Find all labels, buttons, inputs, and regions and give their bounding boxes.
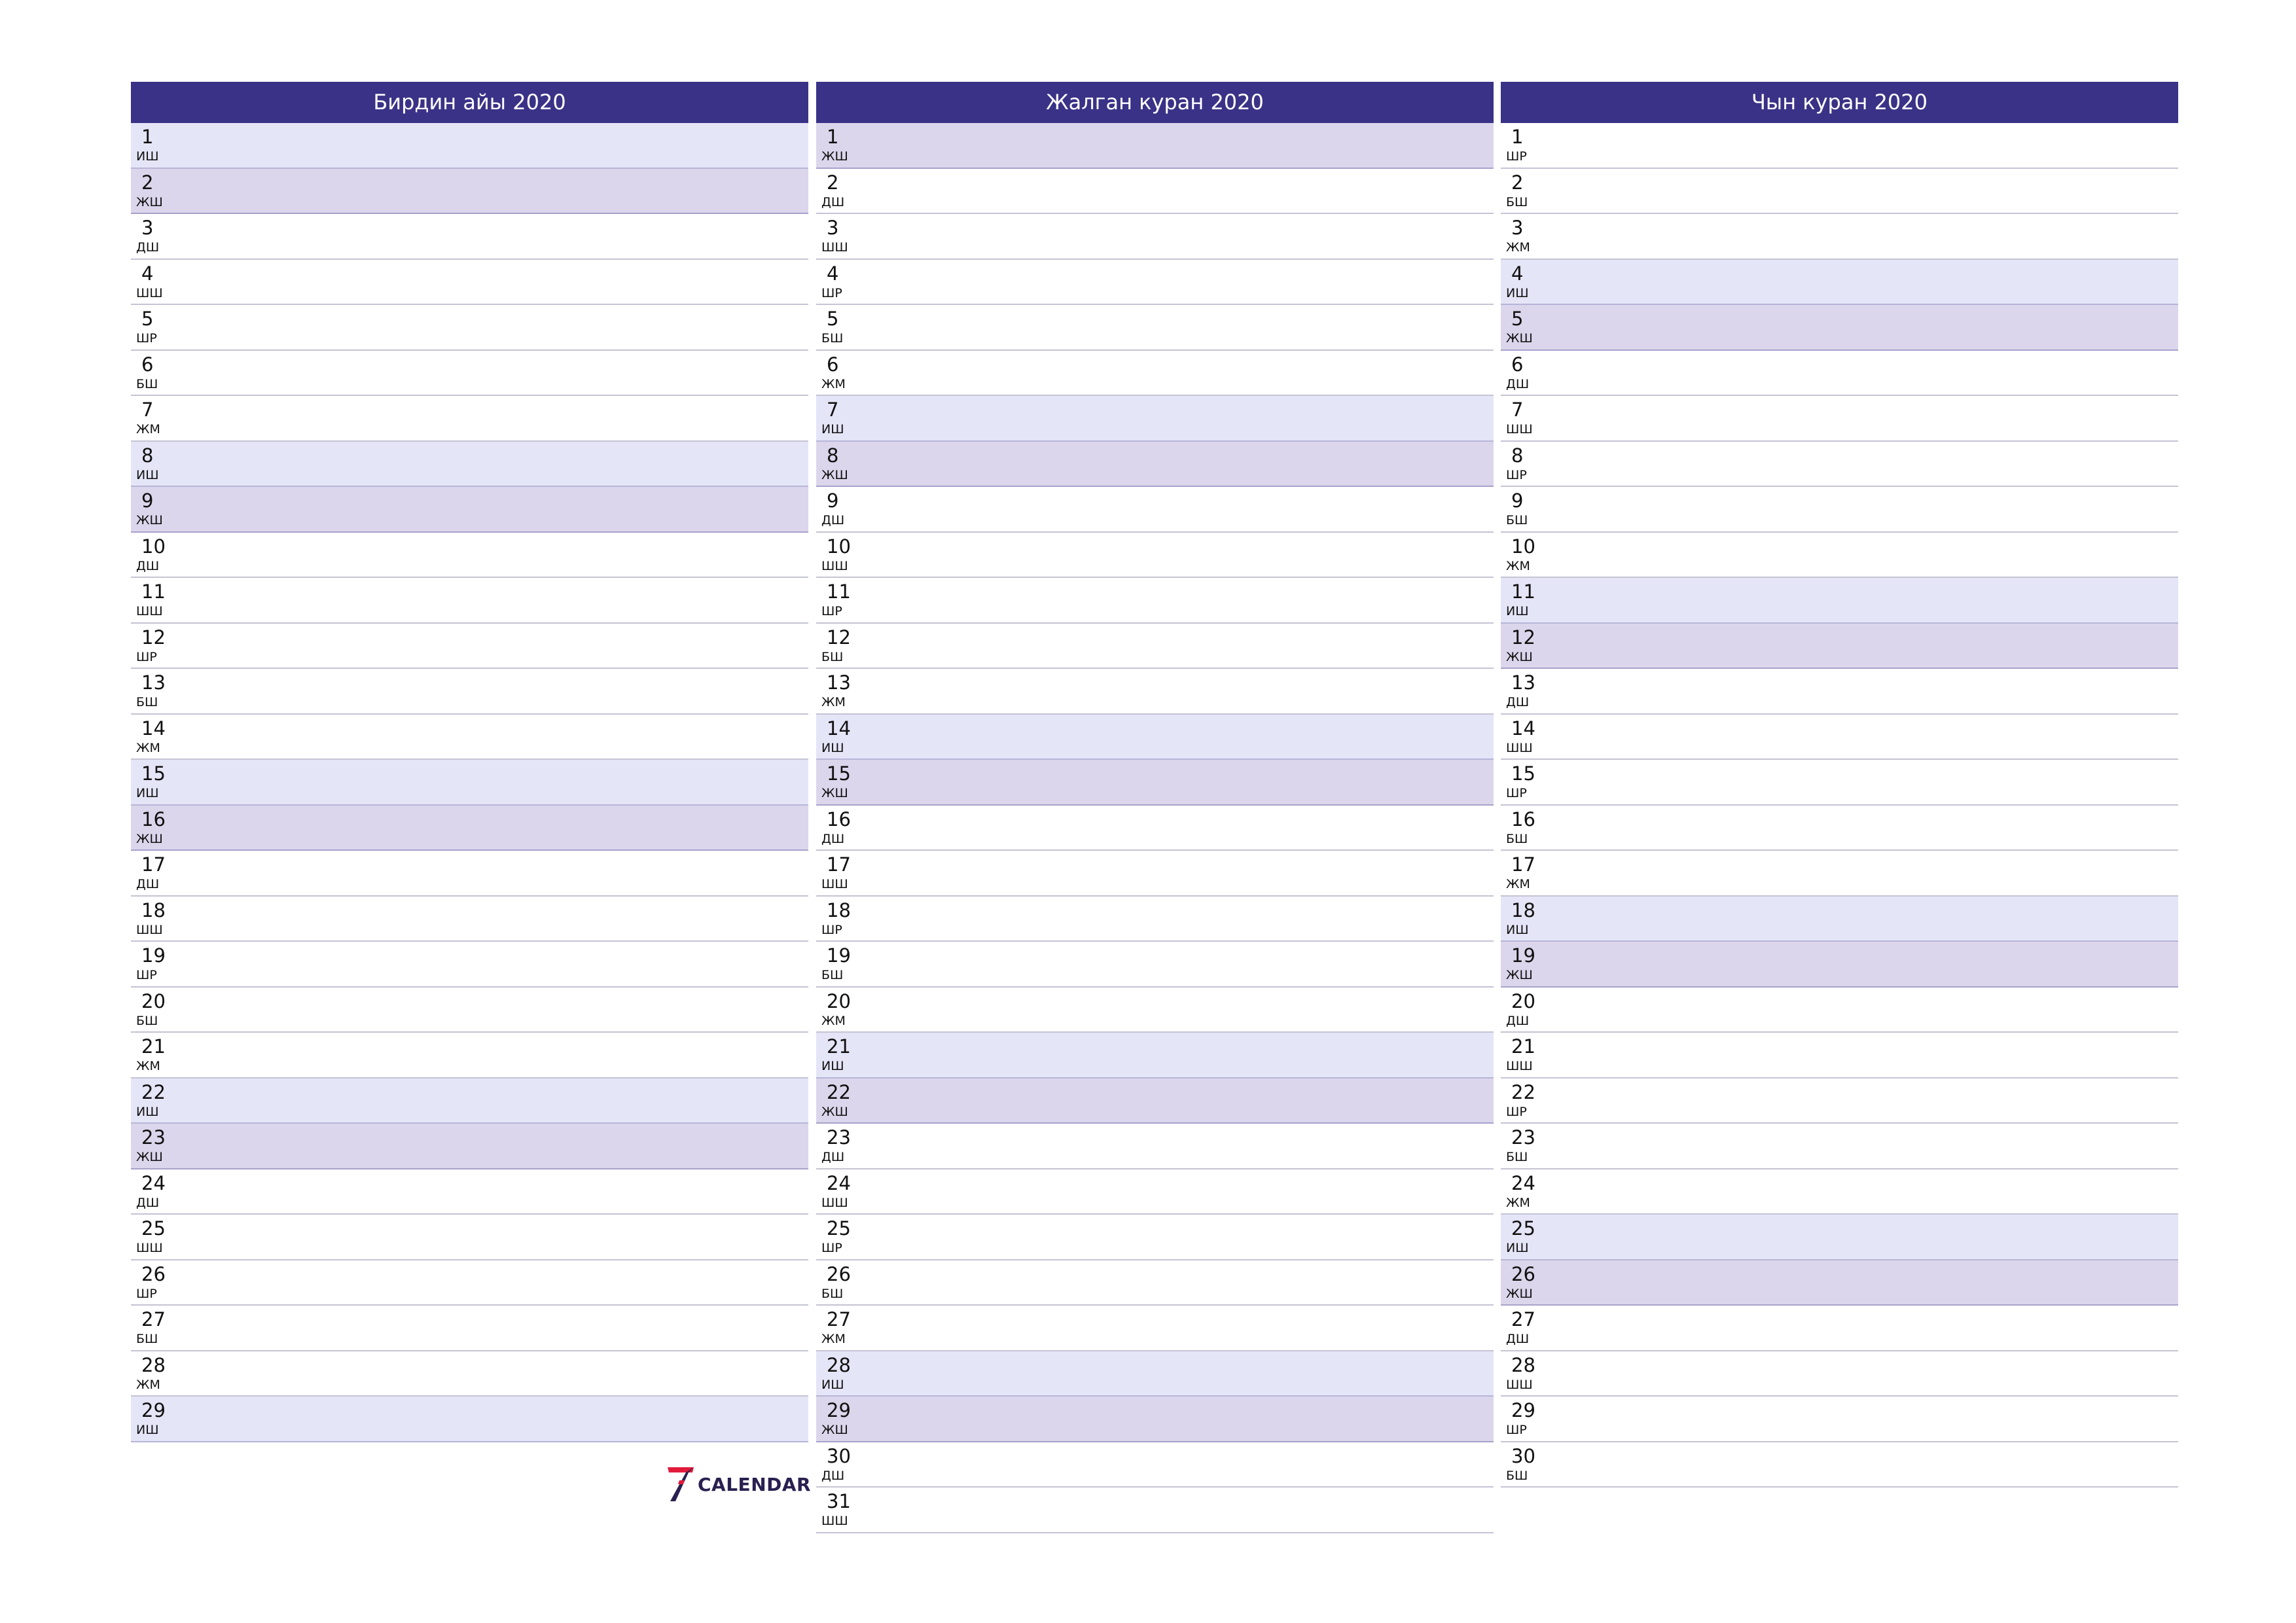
weekday-label: ИШ <box>136 1104 159 1119</box>
day-number: 23 <box>827 1126 851 1149</box>
day-row <box>816 624 1494 669</box>
day-row <box>1501 624 2178 669</box>
day-row <box>1501 1260 2178 1306</box>
day-number: 11 <box>827 580 851 603</box>
day-row <box>131 715 808 760</box>
day-row <box>131 1033 808 1079</box>
day-row <box>816 760 1494 806</box>
day-row <box>1501 305 2178 351</box>
day-row <box>131 760 808 806</box>
weekday-label: ЖМ <box>1506 240 1530 255</box>
day-number: 3 <box>827 217 839 239</box>
day-row <box>1501 1397 2178 1442</box>
weekday-label: БШ <box>1506 513 1528 527</box>
day-number: 14 <box>827 717 851 740</box>
weekday-label: ДШ <box>136 1195 160 1210</box>
weekday-label: ШР <box>821 285 842 300</box>
weekday-label: ЖМ <box>1506 877 1530 891</box>
day-number: 25 <box>1511 1217 1535 1240</box>
day-row <box>131 442 808 488</box>
day-number: 30 <box>827 1444 851 1467</box>
weekday-label: БШ <box>1506 1468 1528 1483</box>
weekday-label: ЖШ <box>136 513 163 527</box>
day-row <box>1501 1351 2178 1397</box>
day-row <box>131 169 808 215</box>
day-row <box>1501 715 2178 760</box>
weekday-label: ИШ <box>136 786 159 800</box>
day-number: 9 <box>1511 490 1524 512</box>
weekday-label: ЖМ <box>136 1059 160 1073</box>
weekday-label: ШШ <box>1506 740 1533 755</box>
weekday-label: ЖМ <box>821 695 846 709</box>
day-row <box>816 1169 1494 1215</box>
day-number: 1 <box>1511 126 1524 148</box>
day-row <box>816 897 1494 942</box>
day-number: 22 <box>141 1080 166 1103</box>
weekday-label: ЖМ <box>1506 558 1530 573</box>
weekday-label: БШ <box>821 331 844 346</box>
day-row <box>131 533 808 579</box>
day-number: 4 <box>141 262 154 285</box>
day-number: 13 <box>1511 671 1535 694</box>
day-number: 1 <box>141 126 154 148</box>
weekday-label: ЖМ <box>821 376 846 391</box>
weekday-label: ЖШ <box>1506 1286 1533 1301</box>
day-row <box>131 351 808 397</box>
day-number: 27 <box>1511 1308 1535 1330</box>
day-number: 17 <box>1511 853 1535 876</box>
weekday-label: ШР <box>821 922 842 937</box>
weekday-label: ДШ <box>136 240 160 255</box>
day-number: 12 <box>827 626 851 649</box>
day-row <box>1501 1079 2178 1124</box>
weekday-label: ДШ <box>821 831 845 846</box>
day-row <box>131 851 808 897</box>
month-column-2 <box>816 82 1494 1533</box>
day-number: 6 <box>827 353 839 376</box>
day-number: 29 <box>141 1399 166 1421</box>
weekday-label: ЖШ <box>1506 968 1533 982</box>
weekday-label: ДШ <box>1506 376 1530 391</box>
weekday-label: ИШ <box>821 1059 844 1073</box>
day-number: 12 <box>1511 626 1535 649</box>
weekday-label: ШР <box>1506 467 1527 482</box>
day-row <box>131 1124 808 1169</box>
day-row <box>131 1260 808 1306</box>
day-row <box>816 351 1494 397</box>
weekday-label: ШШ <box>1506 422 1533 437</box>
day-row <box>131 396 808 442</box>
day-number: 13 <box>827 671 851 694</box>
weekday-label: ШР <box>1506 149 1527 164</box>
weekday-label: ЖМ <box>821 1013 846 1028</box>
day-number: 4 <box>1511 262 1524 285</box>
day-row <box>1501 1124 2178 1169</box>
day-number: 19 <box>1511 944 1535 967</box>
weekday-label: ЖМ <box>136 422 160 437</box>
day-row <box>1501 487 2178 533</box>
weekday-label: ЖШ <box>136 1150 163 1164</box>
day-row <box>131 624 808 669</box>
day-number: 7 <box>1511 399 1524 421</box>
day-number: 2 <box>1511 171 1524 194</box>
day-row <box>1501 396 2178 442</box>
day-row <box>1501 942 2178 988</box>
day-row <box>1501 533 2178 579</box>
day-row <box>131 1397 808 1442</box>
weekday-label: ШШ <box>821 1514 848 1528</box>
day-number: 28 <box>1511 1353 1535 1376</box>
day-number: 2 <box>827 171 839 194</box>
day-row <box>1501 214 2178 260</box>
day-number: 9 <box>141 490 154 512</box>
weekday-label: ШШ <box>1506 1377 1533 1392</box>
weekday-label: БШ <box>821 649 844 664</box>
weekday-label: ДШ <box>1506 1013 1530 1028</box>
day-row <box>816 1397 1494 1442</box>
weekday-label: БШ <box>1506 1150 1528 1164</box>
day-row <box>816 260 1494 306</box>
day-row <box>1501 1442 2178 1488</box>
day-number: 18 <box>1511 899 1535 921</box>
weekday-label: БШ <box>136 1013 158 1028</box>
weekday-label: ШР <box>136 1286 157 1301</box>
day-row <box>131 123 808 169</box>
day-number: 17 <box>827 853 851 876</box>
day-row <box>1501 260 2178 306</box>
day-number: 29 <box>827 1399 851 1421</box>
day-row <box>816 214 1494 260</box>
day-number: 7 <box>827 399 839 421</box>
day-number: 28 <box>141 1353 166 1376</box>
weekday-label: ШР <box>1506 786 1527 800</box>
day-number: 12 <box>141 626 166 649</box>
day-row <box>131 1215 808 1260</box>
weekday-label: БШ <box>1506 831 1528 846</box>
weekday-label: БШ <box>821 968 844 982</box>
day-number: 7 <box>141 399 154 421</box>
day-row <box>816 1124 1494 1169</box>
weekday-label: ШШ <box>821 240 848 255</box>
day-number: 24 <box>141 1171 166 1194</box>
day-number: 18 <box>141 899 166 921</box>
day-number: 26 <box>1511 1262 1535 1285</box>
weekday-label: ШШ <box>136 1241 163 1255</box>
day-number: 29 <box>1511 1399 1535 1421</box>
day-number: 31 <box>827 1490 851 1512</box>
day-row <box>131 1306 808 1351</box>
weekday-label: ЖШ <box>821 1423 848 1437</box>
day-row <box>131 1079 808 1124</box>
day-row <box>816 533 1494 579</box>
weekday-label: ЖШ <box>821 149 848 164</box>
day-row <box>816 487 1494 533</box>
day-number: 21 <box>827 1035 851 1058</box>
weekday-label: ИШ <box>821 422 844 437</box>
weekday-label: ДШ <box>821 194 845 209</box>
day-number: 27 <box>827 1308 851 1330</box>
day-row <box>1501 1169 2178 1215</box>
day-number: 5 <box>141 308 154 330</box>
day-number: 2 <box>141 171 154 194</box>
day-row <box>816 1351 1494 1397</box>
day-number: 15 <box>827 762 851 785</box>
day-row <box>131 942 808 988</box>
day-row <box>1501 351 2178 397</box>
day-number: 23 <box>141 1126 166 1149</box>
day-row <box>816 442 1494 488</box>
weekday-label: ИШ <box>1506 604 1529 618</box>
day-number: 6 <box>1511 353 1524 376</box>
brand-logo <box>666 1465 812 1504</box>
day-row <box>816 988 1494 1033</box>
weekday-label: ЖМ <box>1506 1195 1530 1210</box>
day-row <box>1501 897 2178 942</box>
day-row <box>1501 988 2178 1033</box>
day-row <box>131 806 808 851</box>
logo-text: CALENDAR <box>698 1474 812 1495</box>
day-row <box>816 396 1494 442</box>
day-number: 17 <box>141 853 166 876</box>
weekday-label: ШР <box>136 649 157 664</box>
day-number: 22 <box>1511 1080 1535 1103</box>
weekday-label: ЖШ <box>136 831 163 846</box>
day-row <box>131 487 808 533</box>
day-number: 25 <box>141 1217 166 1240</box>
day-number: 18 <box>827 899 851 921</box>
day-number: 5 <box>1511 308 1524 330</box>
day-number: 15 <box>141 762 166 785</box>
day-number: 15 <box>1511 762 1535 785</box>
day-row <box>816 1306 1494 1351</box>
weekday-label: ИШ <box>136 467 159 482</box>
day-row <box>131 669 808 715</box>
day-number: 28 <box>827 1353 851 1376</box>
day-number: 20 <box>1511 990 1535 1012</box>
day-list <box>1501 123 2178 1488</box>
day-number: 10 <box>141 535 166 558</box>
day-number: 3 <box>1511 217 1524 239</box>
day-row <box>131 214 808 260</box>
weekday-label: ИШ <box>1506 1241 1529 1255</box>
day-row <box>816 1260 1494 1306</box>
month-header: Бирдин айы 2020 <box>131 82 808 123</box>
month-header: Чын куран 2020 <box>1501 82 2178 123</box>
weekday-label: БШ <box>136 376 158 391</box>
day-number: 27 <box>141 1308 166 1330</box>
day-row <box>1501 169 2178 215</box>
day-number: 25 <box>827 1217 851 1240</box>
weekday-label: БШ <box>821 1286 844 1301</box>
weekday-label: ШР <box>821 604 842 618</box>
weekday-label: ДШ <box>821 513 845 527</box>
day-number: 16 <box>141 808 166 830</box>
day-number: 20 <box>141 990 166 1012</box>
weekday-label: ЖМ <box>821 1332 846 1346</box>
weekday-label: ЖШ <box>136 194 163 209</box>
weekday-label: БШ <box>136 695 158 709</box>
day-row <box>816 1488 1494 1533</box>
day-number: 10 <box>1511 535 1535 558</box>
day-row <box>816 942 1494 988</box>
weekday-label: ЖМ <box>136 1377 160 1392</box>
day-number: 14 <box>1511 717 1535 740</box>
weekday-label: ЖШ <box>1506 649 1533 664</box>
day-row <box>816 806 1494 851</box>
weekday-label: ДШ <box>821 1150 845 1164</box>
weekday-label: ЖМ <box>136 740 160 755</box>
weekday-label: БШ <box>1506 194 1528 209</box>
weekday-label: ШШ <box>1506 1059 1533 1073</box>
weekday-label: ШР <box>1506 1423 1527 1437</box>
day-row <box>816 169 1494 215</box>
weekday-label: ДШ <box>1506 1332 1530 1346</box>
day-number: 13 <box>141 671 166 694</box>
day-row <box>1501 806 2178 851</box>
day-row <box>816 1215 1494 1260</box>
weekday-label: ИШ <box>136 1423 159 1437</box>
weekday-label: ШШ <box>136 922 163 937</box>
day-row <box>816 578 1494 624</box>
weekday-label: ЖШ <box>821 1104 848 1119</box>
day-row <box>131 897 808 942</box>
day-row <box>131 988 808 1033</box>
day-row <box>131 578 808 624</box>
day-row <box>131 305 808 351</box>
day-row <box>1501 669 2178 715</box>
day-number: 20 <box>827 990 851 1012</box>
day-number: 8 <box>141 444 154 467</box>
day-number: 8 <box>1511 444 1524 467</box>
day-row <box>816 715 1494 760</box>
weekday-label: ИШ <box>821 740 844 755</box>
weekday-label: ШР <box>821 1241 842 1255</box>
weekday-label: ИШ <box>1506 285 1529 300</box>
day-number: 24 <box>827 1171 851 1194</box>
day-number: 26 <box>141 1262 166 1285</box>
day-number: 6 <box>141 353 154 376</box>
weekday-label: БШ <box>136 1332 158 1346</box>
day-number: 21 <box>1511 1035 1535 1058</box>
month-column-1 <box>131 82 808 1442</box>
day-number: 22 <box>827 1080 851 1103</box>
weekday-label: ШШ <box>136 604 163 618</box>
day-row <box>1501 123 2178 169</box>
day-number: 16 <box>1511 808 1535 830</box>
day-number: 11 <box>141 580 166 603</box>
day-number: 9 <box>827 490 839 512</box>
day-number: 5 <box>827 308 839 330</box>
weekday-label: ЖШ <box>821 467 848 482</box>
day-row <box>816 305 1494 351</box>
day-number: 21 <box>141 1035 166 1058</box>
day-number: 10 <box>827 535 851 558</box>
weekday-label: ИШ <box>136 149 159 164</box>
day-row <box>1501 442 2178 488</box>
day-list <box>816 123 1494 1533</box>
day-number: 8 <box>827 444 839 467</box>
day-number: 14 <box>141 717 166 740</box>
day-row <box>816 123 1494 169</box>
day-number: 11 <box>1511 580 1535 603</box>
day-row <box>1501 760 2178 806</box>
day-row <box>1501 1215 2178 1260</box>
weekday-label: ЖШ <box>1506 331 1533 346</box>
day-row <box>1501 578 2178 624</box>
day-number: 23 <box>1511 1126 1535 1149</box>
weekday-label: ШШ <box>136 285 163 300</box>
weekday-label: ШШ <box>821 877 848 891</box>
day-number: 19 <box>141 944 166 967</box>
day-row <box>131 1169 808 1215</box>
day-row <box>816 851 1494 897</box>
day-row <box>816 1442 1494 1488</box>
weekday-label: ДШ <box>1506 695 1530 709</box>
day-number: 19 <box>827 944 851 967</box>
day-number: 3 <box>141 217 154 239</box>
day-number: 30 <box>1511 1444 1535 1467</box>
weekday-label: ШР <box>136 968 157 982</box>
seven-logo-icon <box>666 1466 695 1503</box>
month-column-3 <box>1501 82 2178 1488</box>
day-number: 26 <box>827 1262 851 1285</box>
day-row <box>1501 1306 2178 1351</box>
day-row <box>1501 851 2178 897</box>
day-row <box>816 1033 1494 1079</box>
day-row <box>1501 1033 2178 1079</box>
day-list <box>131 123 808 1442</box>
weekday-label: ДШ <box>136 877 160 891</box>
weekday-label: ИШ <box>1506 922 1529 937</box>
weekday-label: ИШ <box>821 1377 844 1392</box>
weekday-label: ЖШ <box>821 786 848 800</box>
weekday-label: ДШ <box>821 1468 845 1483</box>
day-row <box>131 1351 808 1397</box>
day-row <box>131 260 808 306</box>
day-number: 24 <box>1511 1171 1535 1194</box>
weekday-label: ШШ <box>821 1195 848 1210</box>
weekday-label: ДШ <box>136 558 160 573</box>
weekday-label: ШР <box>1506 1104 1527 1119</box>
day-row <box>816 1079 1494 1124</box>
weekday-label: ШШ <box>821 558 848 573</box>
weekday-label: ШР <box>136 331 157 346</box>
day-number: 4 <box>827 262 839 285</box>
day-number: 16 <box>827 808 851 830</box>
month-header: Жалган куран 2020 <box>816 82 1494 123</box>
day-number: 1 <box>827 126 839 148</box>
day-row <box>816 669 1494 715</box>
